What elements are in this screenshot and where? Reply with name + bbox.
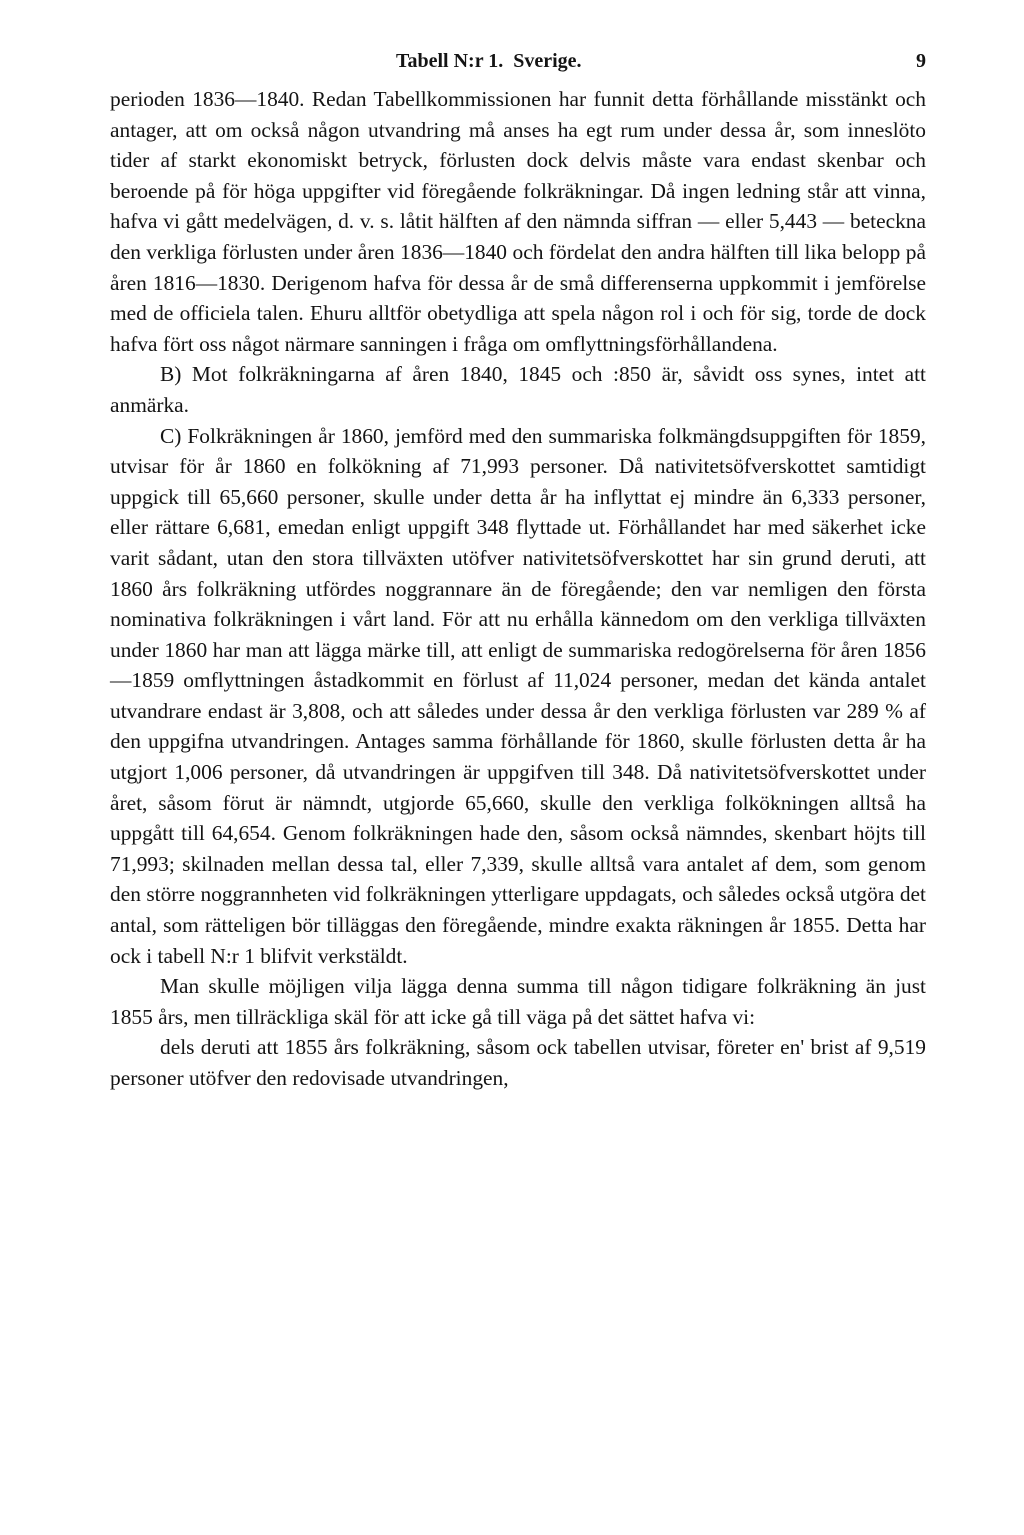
running-header bbox=[110, 50, 926, 84]
paragraph: dels deruti att 1855 års folkräkning, såsom ock tabellen utvisar, företer en' brist af 9,519 personer utöfver den redovisade utvandringen, bbox=[110, 1035, 926, 1090]
paragraph-continued: perioden 1836—1840. Redan Tabellkommissionen har funnit detta förhållande misstänkt och antager, att om också någon utvandring må anses ha egt rum under dessa år, som inneslöto tider af starkt ekonomiskt betryck, förlusten dock delvis måste vara endast skenbar och beroende på för höga uppgifter vid föregående folkräkningar. Då ingen ledning står att vinna, hafva vi gått medelvägen, d. v. s. låtit hälften af den nämnda siffran — eller 5,443 — beteckna den verkliga förlusten under åren 1836—1840 och fördelat den andra hälften till lika belopp på åren 1816—1830. Derigenom hafva för dessa år de små differenserna uppkommit i jemförelse med de officiela talen. Ehuru alltför obetydliga att spela någon rol i och för sig, torde de dock hafva fört oss något närmare sanningen i fråga om omflyttningsförhållandena. bbox=[110, 87, 926, 356]
paragraph-c: C) Folkräkningen år 1860, jemförd med den summariska folkmängdsuppgiften för 1859, utvisar för år 1860 en folkökning af 71,993 personer. Då nativitetsöfverskottet samtidigt uppgick till 65,660 personer, skulle under detta år ha inflyttat ej mindre än 6,333 personer, eller rättare 6,681, emedan enligt uppgift 348 flyttade ut. Förhållandet har med säkerhet icke varit sådant, utan den stora tillväxten utöfver nativitetsöfverskottet har sin grund deruti, att 1860 års folkräkning utfördes noggrannare än de föregående; den var nemligen den första nominativa folkräkningen i vårt land. För att nu erhålla kännedom om den verkliga tillväxten under 1860 har man att lägga märke till, att enligt de summariska redogörelserna för åren 1856—1859 omflyttningen åstadkommit en förlust af 11,024 personer, medan det kända antalet utvandrare endast är 3,808, och att således under dessa år den verkliga förlusten var 289 % af den uppgifna utvandringen. Antages samma förhållande för 1860, skulle förlusten detta år ha utgjort 1,006 personer, då utvandringen är uppgifven till 348. Då nativitetsöfverskottet under året, såsom förut är nämndt, utgjorde 65,660, skulle den verkliga folkökningen alltså ha uppgått till 64,654. Genom folkräkningen hade den, såsom också nämndes, skenbart höjts till 71,993; skilnaden mellan dessa tal, eller 7,339, skulle alltså vara antalet af dem, som genom den större noggrannheten vid folkräkningen ytterligare uppdagats, och således också utgöra det antal, som rätteligen bör tilläggas den föregående, mindre exakta räkningen år 1855. Detta har ock i tabell N:r 1 blifvit verkstäldt. bbox=[110, 423, 926, 968]
page-number: 9 bbox=[916, 50, 926, 72]
document-page bbox=[110, 50, 926, 1094]
paragraph-b: B) Mot folkräkningarna af åren 1840, 1845 och :850 är, såvidt oss synes, intet att anmärka. bbox=[110, 362, 926, 417]
paragraph: Man skulle möjligen vilja lägga denna summa till någon tidigare folkräkning än just 1855 års, men tillräckliga skäl för att icke gå till väga på det sättet hafva vi: bbox=[110, 974, 926, 1029]
body-text bbox=[110, 84, 926, 1094]
header-title: Tabell N:r 1. Sverige. bbox=[396, 50, 582, 72]
